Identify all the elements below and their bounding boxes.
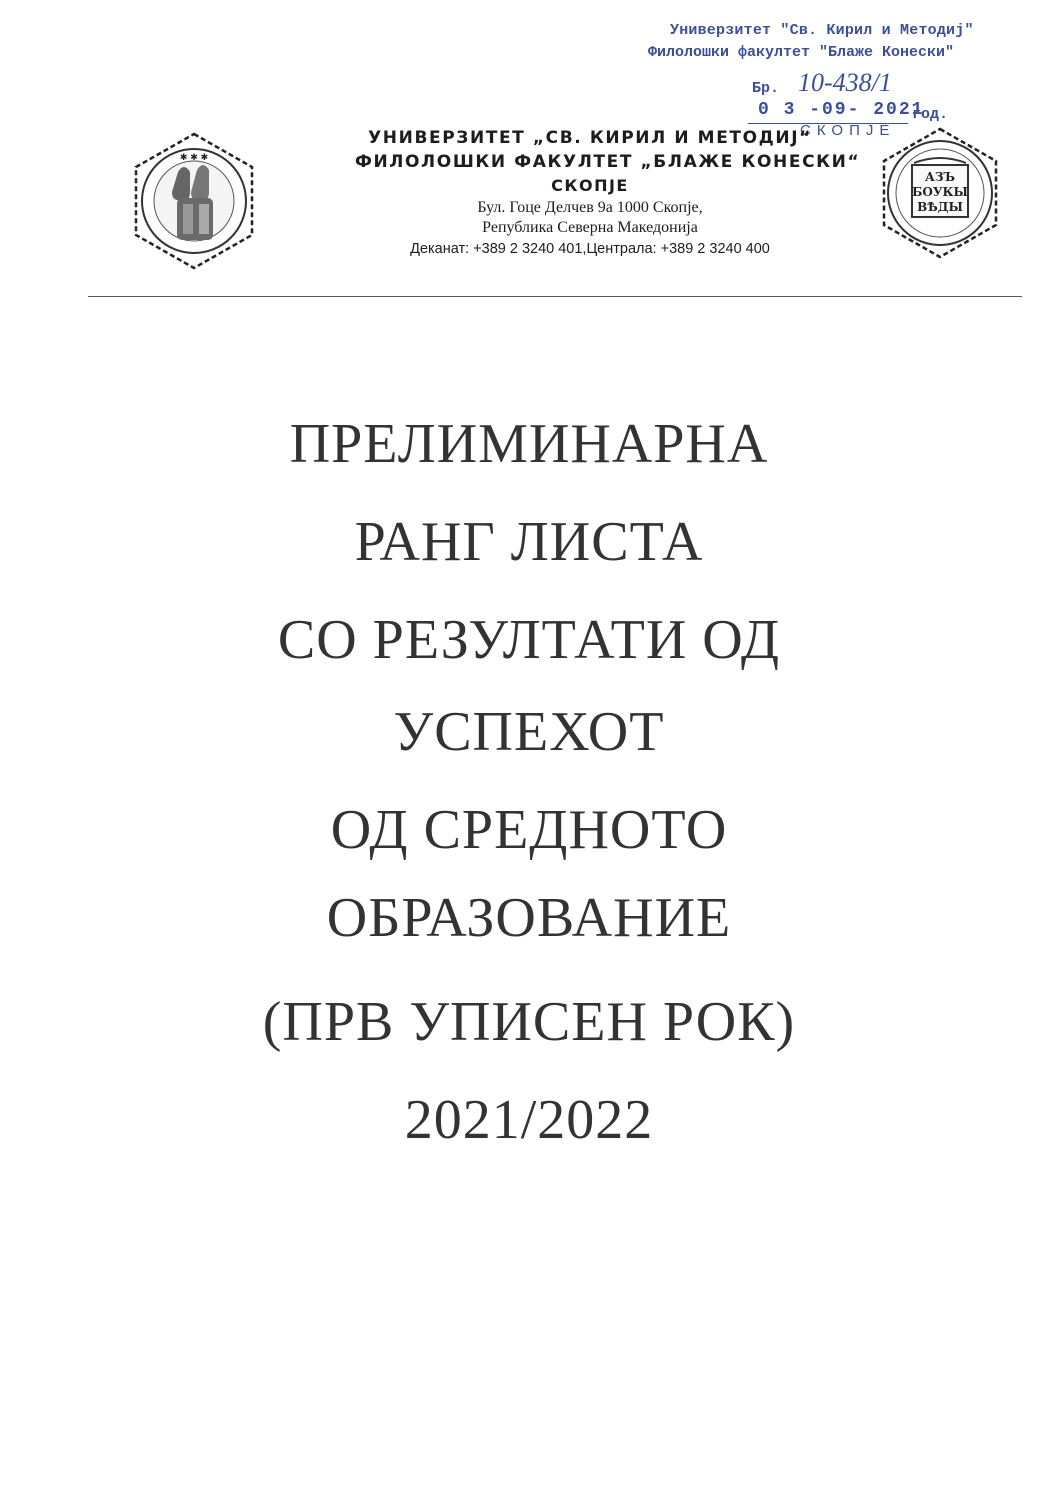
header-divider [88,296,1022,297]
stamp-year-label: год. [912,106,949,123]
university-name: УНИВЕРЗИТЕТ „СВ. КИРИЛ И МЕТОДИЈ“ [368,128,812,148]
faculty-seal-icon [872,125,1008,261]
title-line-8: 2021/2022 [404,1089,654,1151]
stamp-university: Универзитет "Св. Кирил и Методиј" [670,22,974,39]
seal-text-line-2: БОУКЫ [912,185,968,199]
city-name: СКОПЈЕ [551,176,629,195]
seal-text-line-1: АЗЪ [925,170,955,184]
faculty-name: ФИЛОЛОШКИ ФАКУЛТЕТ „БЛАЖЕ КОНЕСКИ“ [355,152,861,172]
stamp-faculty: Филолошки факултет "Блаже Конески" [648,44,955,61]
stamp-number-label: Бр. [752,80,780,97]
registration-stamp [640,22,1040,140]
stamp-city: СКОПЈЕ [800,122,896,139]
university-seal-icon [123,130,265,272]
institution-header [355,128,861,257]
phone-numbers: Деканат: +389 2 3240 401,Централа: +389 2 3240 400 [410,241,770,257]
title-line-3: СО РЕЗУЛТАТИ ОД [277,609,781,671]
title-line-7: (ПРВ УПИСЕН РОК) [262,991,796,1053]
seal-text-line-3: ВѢДЫ [917,200,963,214]
title-line-5: ОД СРЕДНОТО [330,799,728,861]
address: Бул. Гоце Делчев 9а 1000 Скопје, [477,199,703,216]
title-line-6: ОБРАЗОВАНИЕ [326,887,732,949]
title-line-2: РАНГ ЛИСТА [354,511,704,573]
title-line-4: УСПЕХОТ [393,701,665,763]
svg-text:✱ ✱ ✱: ✱ ✱ ✱ [179,153,209,163]
title-line-1: ПРЕЛИМИНАРНА [289,413,769,475]
country: Република Северна Македонија [482,219,698,236]
stamp-number: 10-438/1 [798,68,892,97]
stamp-date: 0 3 -09- 2021 [758,100,925,120]
